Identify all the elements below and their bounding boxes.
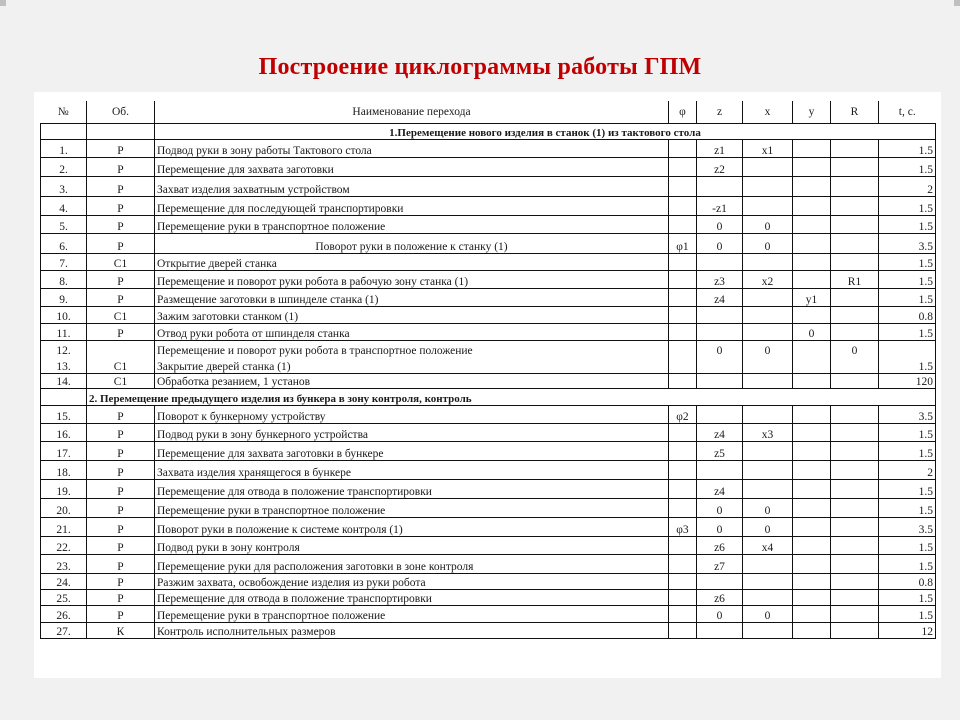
cell-ob: Р (87, 517, 155, 536)
cell-name: Поворот к бункерному устройству (155, 405, 669, 423)
cell-t: 1.5 (879, 215, 936, 233)
cell-phi (669, 253, 697, 270)
table-row (41, 176, 936, 196)
cell-ob: Р (87, 157, 155, 176)
cell-y (793, 589, 831, 605)
cell-z (697, 323, 743, 340)
cell-name: Перемещение для отвода в положение транспортировки (155, 479, 669, 498)
cell-name: Захват изделия захватным устройством (155, 176, 669, 196)
cell-ob (87, 340, 155, 357)
header-cell: t, c. (879, 101, 936, 123)
cell-y: 0 (793, 323, 831, 340)
table-row (41, 357, 936, 373)
cell-r (831, 357, 879, 373)
cell-y (793, 373, 831, 388)
cell-z: z4 (697, 423, 743, 441)
cell-phi (669, 306, 697, 323)
cell-phi (669, 441, 697, 460)
cell-z: z6 (697, 536, 743, 554)
cell-x (743, 622, 793, 638)
cell-n: 2. (41, 157, 87, 176)
cell-phi (669, 139, 697, 157)
cell-t: 1.5 (879, 323, 936, 340)
cell-x (743, 554, 793, 573)
cell-name: Подвод руки в зону контроля (155, 536, 669, 554)
cell-phi (669, 498, 697, 517)
cell-phi (669, 215, 697, 233)
cell-ob: Р (87, 139, 155, 157)
cell-phi: φ3 (669, 517, 697, 536)
cell-ob: К (87, 622, 155, 638)
cell-t: 0.8 (879, 573, 936, 589)
cell-ob: Р (87, 215, 155, 233)
cell-x: 0 (743, 605, 793, 622)
cell-n: 26. (41, 605, 87, 622)
section-heading: 2. Перемещение предыдущего изделия из бункера в зону контроля, контроль (87, 388, 936, 405)
cell-n: 5. (41, 215, 87, 233)
cell-name: Перемещение для отвода в положение транспортировки (155, 589, 669, 605)
cell-name: Подвод руки в зону работы Тактового стола (155, 139, 669, 157)
cell-z: z3 (697, 270, 743, 288)
cell-y (793, 554, 831, 573)
cell-r (831, 306, 879, 323)
cell-x (743, 253, 793, 270)
cell-z: 0 (697, 215, 743, 233)
cell-phi (669, 554, 697, 573)
cell-r (831, 441, 879, 460)
cell-phi (669, 622, 697, 638)
cell-n: 19. (41, 479, 87, 498)
cell-name: Открытие дверей станка (155, 253, 669, 270)
cell-y (793, 176, 831, 196)
cell-ob: Р (87, 589, 155, 605)
header-cell: R (831, 101, 879, 123)
cell-n: 1. (41, 139, 87, 157)
cell-t: 2 (879, 460, 936, 479)
cell-phi (669, 573, 697, 589)
cell-n: 23. (41, 554, 87, 573)
cell-t: 1.5 (879, 270, 936, 288)
cell-x (743, 589, 793, 605)
cell-name: Поворот руки в положение к системе контроля (1) (155, 517, 669, 536)
cell-t: 3.5 (879, 517, 936, 536)
cell-x: 0 (743, 517, 793, 536)
cell-r (831, 215, 879, 233)
cell-r (831, 589, 879, 605)
cell-r: 0 (831, 340, 879, 357)
cell-name: Подвод руки в зону бункерного устройства (155, 423, 669, 441)
header-cell: y (793, 101, 831, 123)
cell-x (743, 288, 793, 306)
cell-y (793, 157, 831, 176)
cell-ob: Р (87, 460, 155, 479)
cell-ob: С1 (87, 373, 155, 388)
cell-t: 12 (879, 622, 936, 638)
cell-t: 1.5 (879, 554, 936, 573)
blank-cell (41, 388, 87, 405)
blank-cell (87, 123, 155, 139)
cell-name: Контроль исполнительных размеров (155, 622, 669, 638)
cell-z (697, 357, 743, 373)
cell-t: 1.5 (879, 479, 936, 498)
cell-ob: Р (87, 441, 155, 460)
table-row (41, 157, 936, 176)
cell-y: y1 (793, 288, 831, 306)
cell-ob: Р (87, 605, 155, 622)
cell-r (831, 233, 879, 253)
cell-r (831, 517, 879, 536)
cell-x (743, 306, 793, 323)
cyclogram-table (40, 101, 936, 639)
cell-phi (669, 176, 697, 196)
corner-marker-top-right (954, 0, 960, 6)
cell-ob: Р (87, 573, 155, 589)
cell-r (831, 323, 879, 340)
cell-z: z4 (697, 288, 743, 306)
cell-z: 0 (697, 517, 743, 536)
cell-z (697, 306, 743, 323)
header-cell: Об. (87, 101, 155, 123)
cell-t: 1.5 (879, 253, 936, 270)
cell-name: Перемещение для последующей транспортировки (155, 196, 669, 215)
header-cell: x (743, 101, 793, 123)
cell-name: Перемещение руки в транспортное положение (155, 215, 669, 233)
cell-y (793, 306, 831, 323)
cell-n: 27. (41, 622, 87, 638)
table-row (41, 573, 936, 589)
cell-ob: Р (87, 288, 155, 306)
cell-x (743, 157, 793, 176)
cell-n: 25. (41, 589, 87, 605)
cell-x: 0 (743, 340, 793, 357)
cell-n: 18. (41, 460, 87, 479)
cell-t: 0.8 (879, 306, 936, 323)
cell-z: -z1 (697, 196, 743, 215)
section-row (41, 388, 936, 405)
cell-y (793, 573, 831, 589)
cell-y (793, 423, 831, 441)
cell-phi (669, 589, 697, 605)
cell-z (697, 176, 743, 196)
cell-y (793, 405, 831, 423)
cell-y (793, 270, 831, 288)
cell-x (743, 357, 793, 373)
cell-t: 1.5 (879, 288, 936, 306)
cell-name: Зажим заготовки станком (1) (155, 306, 669, 323)
cell-name: Перемещение для захвата заготовки (155, 157, 669, 176)
cell-x (743, 373, 793, 388)
table-row (41, 589, 936, 605)
cell-phi (669, 373, 697, 388)
cell-t: 3.5 (879, 405, 936, 423)
cell-x: 0 (743, 233, 793, 253)
cell-t: 1.5 (879, 157, 936, 176)
cell-ob: Р (87, 196, 155, 215)
cell-y (793, 233, 831, 253)
cell-phi (669, 323, 697, 340)
header-row (41, 101, 936, 123)
cell-z (697, 253, 743, 270)
cell-z (697, 373, 743, 388)
table-row (41, 517, 936, 536)
cell-z: 0 (697, 233, 743, 253)
table-row (41, 622, 936, 638)
cell-ob: Р (87, 479, 155, 498)
cell-phi (669, 157, 697, 176)
cell-t (879, 340, 936, 357)
cell-phi: φ2 (669, 405, 697, 423)
cell-ob: Р (87, 536, 155, 554)
cell-phi (669, 536, 697, 554)
cell-y (793, 536, 831, 554)
cell-phi (669, 196, 697, 215)
cell-n: 9. (41, 288, 87, 306)
cell-n: 6. (41, 233, 87, 253)
cell-z: 0 (697, 340, 743, 357)
cell-name: Перемещение руки в транспортное положение (155, 498, 669, 517)
cell-phi (669, 479, 697, 498)
cell-phi (669, 340, 697, 357)
cell-ob: С1 (87, 306, 155, 323)
cell-r (831, 196, 879, 215)
cell-phi (669, 357, 697, 373)
cell-r (831, 460, 879, 479)
cell-n: 17. (41, 441, 87, 460)
cell-t: 1.5 (879, 423, 936, 441)
cell-n: 11. (41, 323, 87, 340)
cell-z (697, 405, 743, 423)
table-row (41, 536, 936, 554)
cell-y (793, 139, 831, 157)
header-cell: φ (669, 101, 697, 123)
cell-t: 1.5 (879, 196, 936, 215)
table-row (41, 423, 936, 441)
corner-marker-top-left (0, 0, 6, 6)
cell-y (793, 340, 831, 357)
cell-n: 12. (41, 340, 87, 357)
table-row (41, 605, 936, 622)
table-row (41, 460, 936, 479)
cell-name: Размещение заготовки в шпинделе станка (1) (155, 288, 669, 306)
cell-y (793, 441, 831, 460)
cell-n: 14. (41, 373, 87, 388)
cell-name: Поворот руки в положение к станку (1) (155, 233, 669, 253)
cell-y (793, 622, 831, 638)
cell-r (831, 605, 879, 622)
cell-x (743, 176, 793, 196)
cell-z: z4 (697, 479, 743, 498)
cell-t: 3.5 (879, 233, 936, 253)
table-row (41, 405, 936, 423)
table-row (41, 554, 936, 573)
cell-y (793, 357, 831, 373)
cell-t: 1.5 (879, 605, 936, 622)
cell-ob: Р (87, 498, 155, 517)
table-row (41, 253, 936, 270)
cell-r (831, 157, 879, 176)
cell-x (743, 405, 793, 423)
cell-x (743, 573, 793, 589)
cell-r (831, 498, 879, 517)
cell-phi (669, 288, 697, 306)
cell-n: 16. (41, 423, 87, 441)
cell-name: Перемещение руки для расположения заготовки в зоне контроля (155, 554, 669, 573)
cell-n: 10. (41, 306, 87, 323)
cell-y (793, 196, 831, 215)
cell-n: 3. (41, 176, 87, 196)
table-body (41, 101, 936, 638)
cell-ob: Р (87, 233, 155, 253)
cell-x: x1 (743, 139, 793, 157)
cell-x: x2 (743, 270, 793, 288)
cell-r (831, 423, 879, 441)
table-row (41, 139, 936, 157)
cell-name: Перемещение и поворот руки робота в транспортное положение (155, 340, 669, 357)
cell-y (793, 479, 831, 498)
cell-name: Перемещение руки в транспортное положение (155, 605, 669, 622)
cell-z: z7 (697, 554, 743, 573)
cell-y (793, 215, 831, 233)
table-row (41, 498, 936, 517)
table-row (41, 270, 936, 288)
cell-name: Перемещение для захвата заготовки в бункере (155, 441, 669, 460)
cell-z: 0 (697, 498, 743, 517)
cell-t: 120 (879, 373, 936, 388)
cell-ob: Р (87, 554, 155, 573)
cell-ob: С1 (87, 253, 155, 270)
cell-r (831, 288, 879, 306)
cell-y (793, 517, 831, 536)
cell-n: 20. (41, 498, 87, 517)
table-row (41, 215, 936, 233)
document-image (34, 92, 941, 678)
header-cell: z (697, 101, 743, 123)
cell-z: z5 (697, 441, 743, 460)
cell-ob: Р (87, 270, 155, 288)
cell-r (831, 536, 879, 554)
cell-t: 1.5 (879, 498, 936, 517)
cell-z (697, 622, 743, 638)
cell-phi: φ1 (669, 233, 697, 253)
cell-n: 13. (41, 357, 87, 373)
table-row (41, 373, 936, 388)
cell-phi (669, 423, 697, 441)
cell-x: 0 (743, 215, 793, 233)
table-row (41, 441, 936, 460)
cell-x: 0 (743, 498, 793, 517)
header-cell: Наименование перехода (155, 101, 669, 123)
cell-n: 7. (41, 253, 87, 270)
section-row (41, 123, 936, 139)
table-row (41, 323, 936, 340)
cell-z: z6 (697, 589, 743, 605)
cell-name: Закрытие дверей станка (1) (155, 357, 669, 373)
cell-x: x4 (743, 536, 793, 554)
page-title: Построение циклограммы работы ГПМ (258, 54, 702, 80)
cell-x (743, 323, 793, 340)
cell-t: 2 (879, 176, 936, 196)
cell-r (831, 622, 879, 638)
cell-x (743, 441, 793, 460)
cell-name: Отвод руки робота от шпинделя станка (155, 323, 669, 340)
cell-n: 22. (41, 536, 87, 554)
cell-name: Захвата изделия хранящегося в бункере (155, 460, 669, 479)
cell-phi (669, 605, 697, 622)
cell-y (793, 460, 831, 479)
header-cell: № (41, 101, 87, 123)
cell-n: 21. (41, 517, 87, 536)
cell-t: 1.5 (879, 357, 936, 373)
cell-r (831, 554, 879, 573)
table-row (41, 340, 936, 357)
cell-phi (669, 460, 697, 479)
cell-n: 8. (41, 270, 87, 288)
table-row (41, 306, 936, 323)
cell-r (831, 405, 879, 423)
cell-r: R1 (831, 270, 879, 288)
cell-r (831, 573, 879, 589)
section-heading: 1.Перемещение нового изделия в станок (1) из тактового стола (155, 123, 936, 139)
cell-z: z1 (697, 139, 743, 157)
cell-r (831, 176, 879, 196)
cell-name: Обработка резанием, 1 установ (155, 373, 669, 388)
cell-y (793, 253, 831, 270)
cell-x (743, 196, 793, 215)
cell-name: Разжим захвата, освобождение изделия из руки робота (155, 573, 669, 589)
cell-y (793, 498, 831, 517)
cell-x (743, 479, 793, 498)
cell-r (831, 253, 879, 270)
cell-ob: Р (87, 423, 155, 441)
cell-n: 24. (41, 573, 87, 589)
cell-r (831, 139, 879, 157)
table-row (41, 233, 936, 253)
cell-ob: Р (87, 323, 155, 340)
cell-n: 4. (41, 196, 87, 215)
cell-ob: С1 (87, 357, 155, 373)
cell-t: 1.5 (879, 589, 936, 605)
cell-t: 1.5 (879, 441, 936, 460)
cell-t: 1.5 (879, 536, 936, 554)
cell-r (831, 479, 879, 498)
cell-y (793, 605, 831, 622)
cell-x: x3 (743, 423, 793, 441)
cell-r (831, 373, 879, 388)
cell-ob: Р (87, 405, 155, 423)
blank-cell (41, 123, 87, 139)
cell-z: z2 (697, 157, 743, 176)
cell-name: Перемещение и поворот руки робота в рабочую зону станка (1) (155, 270, 669, 288)
cell-phi (669, 270, 697, 288)
cell-x (743, 460, 793, 479)
cell-z (697, 573, 743, 589)
cell-z (697, 460, 743, 479)
cell-z: 0 (697, 605, 743, 622)
cell-ob: Р (87, 176, 155, 196)
table-row (41, 288, 936, 306)
cell-n: 15. (41, 405, 87, 423)
table-row (41, 196, 936, 215)
table-row (41, 479, 936, 498)
cell-t: 1.5 (879, 139, 936, 157)
